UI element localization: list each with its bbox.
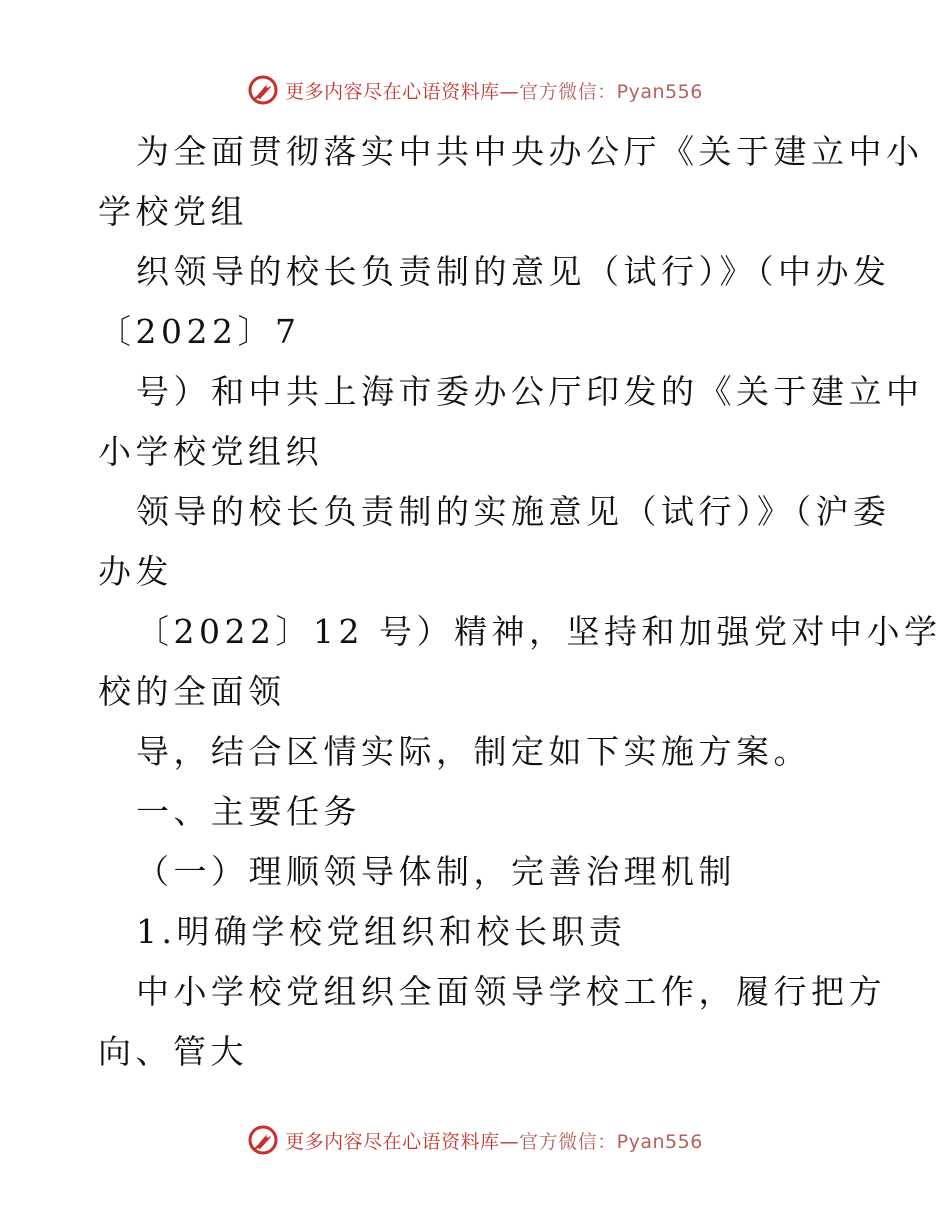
paragraph-line: 学校党组: [98, 192, 248, 231]
watermark-text: 更多内容尽在心语资料库—: [285, 1130, 520, 1153]
paragraph-line: 小学校党组织: [98, 432, 323, 471]
paragraph-line: 导，结合区情实际，制定如下实施方案。: [136, 732, 811, 771]
item-heading: 1.明确学校党组织和校长职责: [136, 912, 627, 951]
paragraph-line: 办发: [98, 552, 173, 591]
paragraph-line: 向、管大: [98, 1032, 248, 1071]
document-body: [98, 122, 942, 1082]
pen-nib-logo-icon: [247, 1124, 279, 1156]
watermark-wechat: 官方微信：Pyan556: [519, 80, 703, 103]
paragraph-line: 校的全面领: [98, 672, 286, 711]
paragraph-line: 织领导的校长负责制的意见（试行）》（中办发: [136, 252, 891, 291]
paragraph-line: 〔2022〕12 号）精神，坚持和加强党对中小学: [136, 612, 942, 651]
footer-watermark: [0, 1120, 950, 1160]
paragraph-line: 〔2022〕7: [98, 312, 301, 351]
paragraph-line: 中小学校党组织全面领导学校工作，履行把方: [136, 972, 886, 1011]
paragraph-line: 号）和中共上海市委办公厅印发的《关于建立中: [136, 372, 924, 411]
section-heading: 一、主要任务: [136, 792, 361, 831]
pen-nib-logo-icon: [247, 74, 279, 106]
watermark-text: 更多内容尽在心语资料库—: [285, 80, 520, 103]
watermark-wechat: 官方微信：Pyan556: [519, 1130, 703, 1153]
header-watermark: [0, 70, 950, 110]
subsection-heading: （一）理顺领导体制，完善治理机制: [136, 852, 736, 891]
paragraph-line: 为全面贯彻落实中共中央办公厅《关于建立中小: [136, 132, 924, 171]
paragraph-line: 领导的校长负责制的实施意见（试行）》（沪委: [136, 492, 891, 531]
